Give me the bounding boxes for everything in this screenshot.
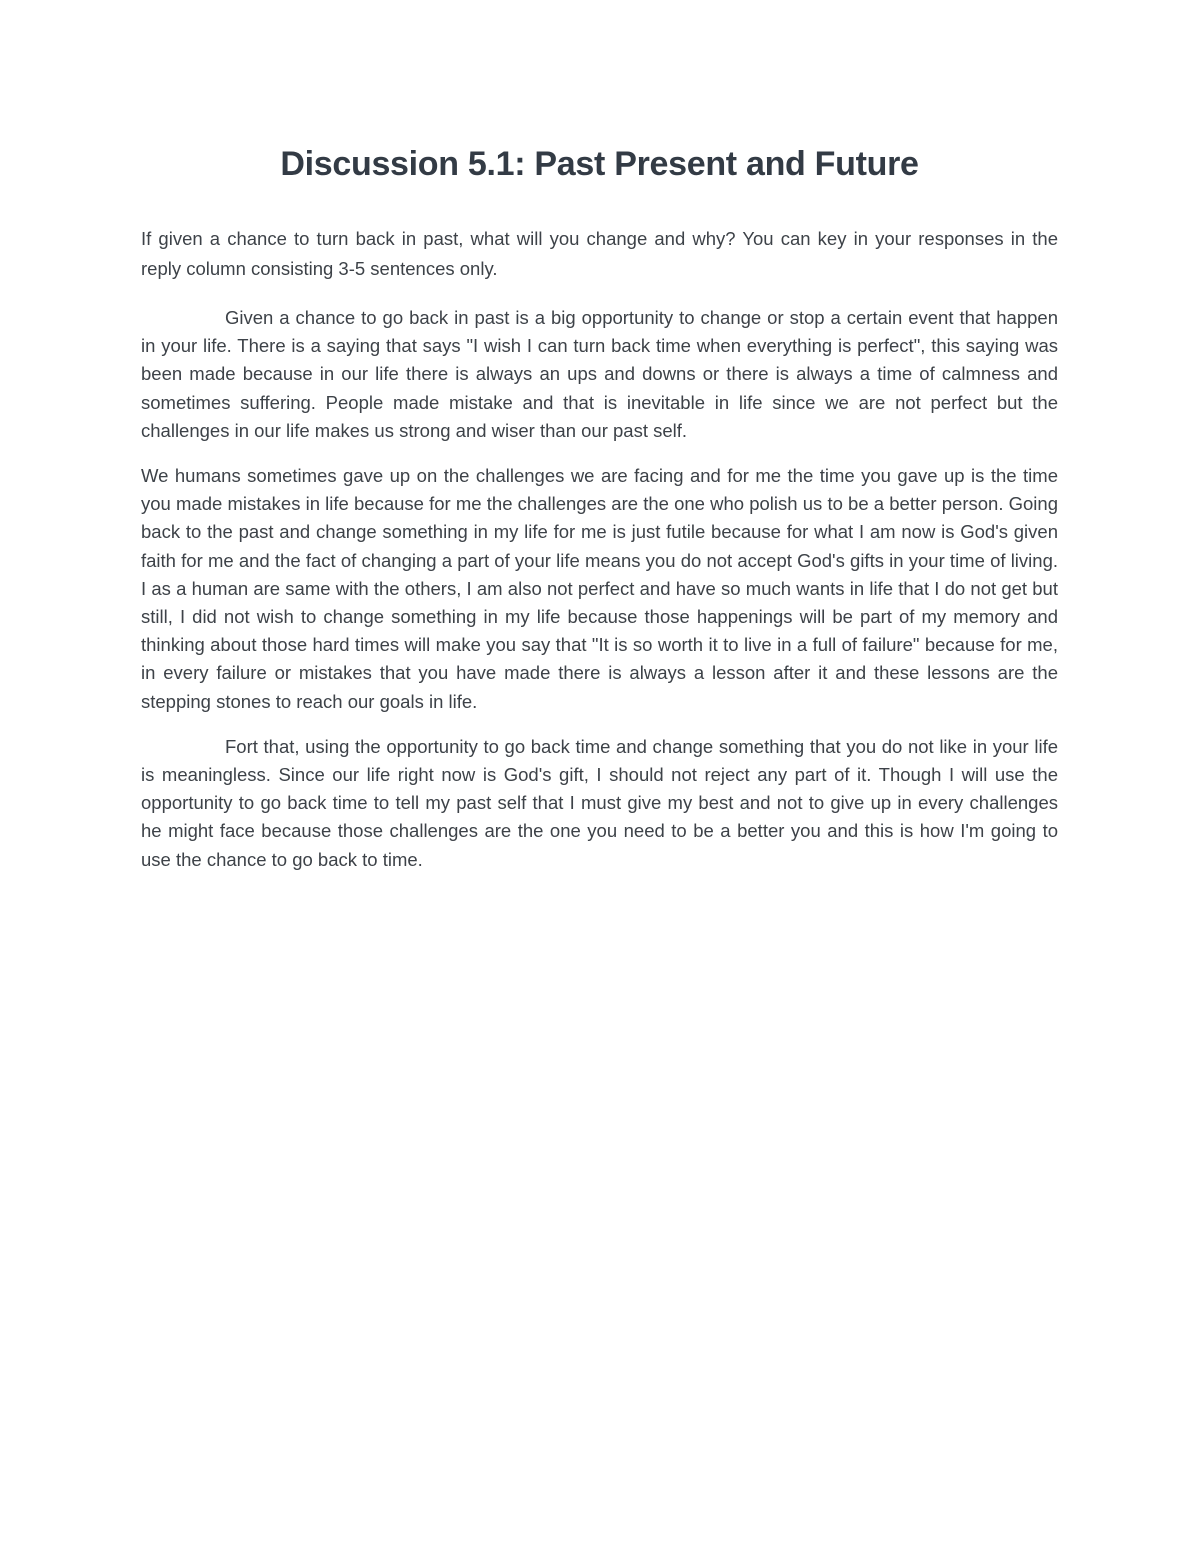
discussion-prompt: If given a chance to turn back in past, what will you change and why? You can key in your responses in the reply column consisting 3-5 sentences only. [141,228,1058,279]
response-paragraph-2: We humans sometimes gave up on the challenges we are facing and for me the time you gave up is the time you made mistakes in life because for me the challenges are the one who polish us to be a better person. Going back to the past and change something in my life for me is just futile because for what I am now is God's given faith for me and the fact of changing a part of your life means you do not accept God's gifts in your time of living. I as a human are same with the others, I am also not perfect and have so much wants in life that I do not get but still, I did not wish to change something in my life because those happenings will be part of my memory and thinking about those hard times will make you say that "It is so worth it to live in a full of failure" because for me, in every failure or mistakes that you have made there is always a lesson after it and these lessons are the stepping stones to reach our goals in life. [141,465,1058,712]
response-paragraph-3: Fort that, using the opportunity to go back time and change something that you do not like in your life is meaningless. Since our life right now is God's gift, I should not reject any part of it. Though I will use the opportunity to go back time to tell my past self that I must give my best and not to give up in every challenges he might face because those challenges are the one you need to be a better you and this is how I'm going to use the chance to go back to time. [141,735,1058,870]
response-paragraph-1: Given a chance to go back in past is a big opportunity to change or stop a certain event that happen in your life. There is a saying that says "I wish I can turn back time when everything is perfect", this saying was been made because in our life there is always an ups and downs or there is always a time of calmness and sometimes suffering. People made mistake and that is inevitable in life since we are not perfect but the challenges in our life makes us strong and wiser than our past self. [141,307,1058,441]
page-title: Discussion 5.1: Past Present and Future [280,145,919,183]
